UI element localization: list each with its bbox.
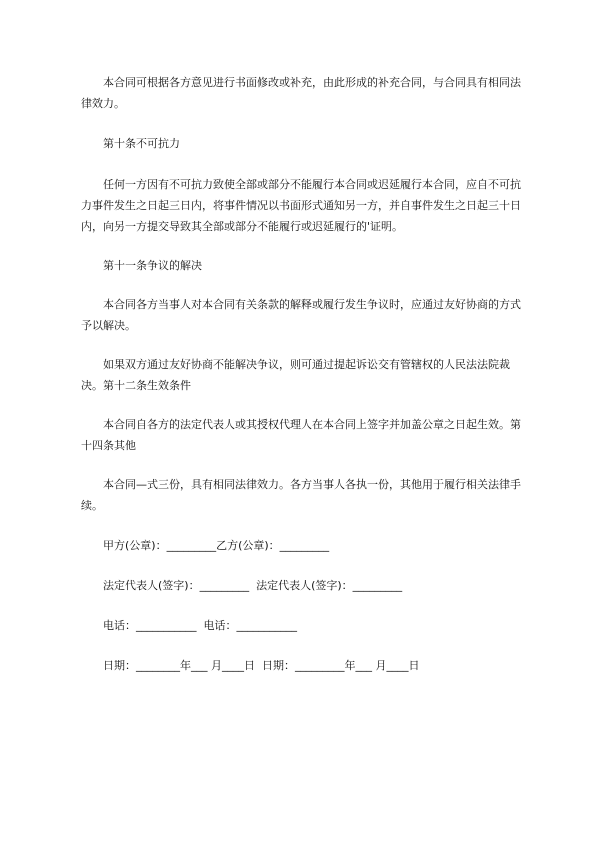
signature-seal-line: 甲方(公章)：_________乙方(公章)：_________ xyxy=(103,539,330,552)
heading-article-11: 第十一条争议的解决 xyxy=(103,259,202,272)
signature-representative-line: 法定代表人(签字)：_________ 法定代表人(签字)：_________ xyxy=(103,579,403,592)
heading-article-10: 第十条不可抗力 xyxy=(103,137,180,150)
paragraph-copies: 本合同—式三份，具有相同法律效力。各方当事人各执一份，其他用于履行相关法律手续。 xyxy=(81,478,521,512)
signature-date-line: 日期：________年___ 月____日 日期：_________年___ 月____日 xyxy=(103,659,420,672)
paragraph-dispute-negotiation: 本合同各方当事人对本合同有关条款的解释或履行发生争议时，应通过友好协商的方式予以解决。 xyxy=(81,298,521,332)
paragraph-supplement: 本合同可根据各方意见进行书面修改或补充，由此形成的补充合同，与合同具有相同法律效力。 xyxy=(81,76,521,110)
signature-phone-line: 电话：___________ 电话：___________ xyxy=(103,619,297,632)
paragraph-effective: 本合同自各方的法定代表人或其授权代理人在本合同上签字并加盖公章之日起生效。第十四条其他 xyxy=(81,418,521,452)
paragraph-dispute-litigation: 如果双方通过友好协商不能解决争议，则可通过提起诉讼交有管辖权的人民法法院裁决。第十二条生效条件 xyxy=(81,358,510,392)
paragraph-force-majeure: 任何一方因有不可抗力致使全部或部分不能履行本合同或迟延履行本合同，应自不可抗力事件发生之日起三日内，将事件情况以书面形式通知另一方，并自事件发生之日起三十日内，向另一方提交导致其全部或部分不能履行或迟延履行的'证明。 xyxy=(81,178,521,233)
